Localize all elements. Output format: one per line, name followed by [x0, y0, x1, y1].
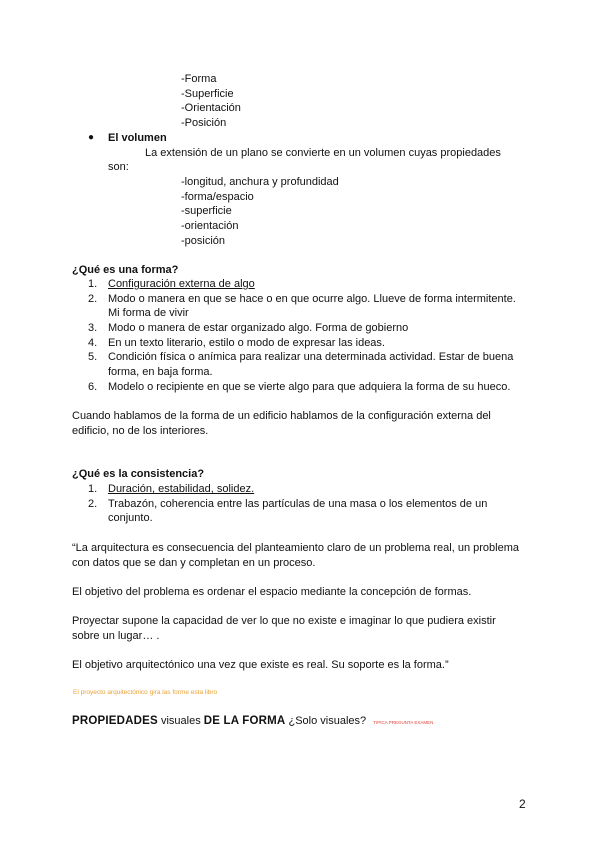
list-item: Trabazón, coherencia entre las partículas de una masa o los elementos de un	[108, 498, 488, 510]
forma-prop: -Orientación	[181, 102, 241, 114]
visuales-word: visuales	[157, 715, 204, 727]
list-number: 1.	[88, 483, 98, 495]
volumen-desc: La extensión de un plano se convierte en un volumen cuyas propiedades	[145, 147, 501, 159]
list-number: 1.	[88, 278, 98, 290]
quote-paragraph: sobre un lugar… .	[72, 630, 160, 642]
quote-paragraph: El objetivo del problema es ordenar el espacio mediante la concepción de formas.	[72, 586, 472, 598]
quote-paragraph: El objetivo arquitectónico una vez que existe es real. Su soporte es la forma.”	[72, 659, 449, 671]
list-item: En un texto literario, estilo o modo de expresar las ideas.	[108, 337, 385, 349]
exam-note: TIPICA PREGUNTA EXAMEN	[373, 720, 434, 725]
list-number: 6.	[88, 381, 98, 393]
volumen-prop: -forma/espacio	[181, 191, 254, 203]
properties-word: PROPIEDADES	[72, 715, 158, 727]
quote-paragraph: Proyectar supone la capacidad de ver lo que no existe e imaginar lo que pudiera existir	[72, 615, 496, 627]
forma-prop: -Superficie	[181, 88, 234, 100]
list-item-cont: forma, en baja forma.	[108, 366, 213, 378]
volumen-title: El volumen	[108, 132, 167, 144]
list-number: 3.	[88, 322, 98, 334]
solo-visuales-question: ¿Solo visuales?	[285, 715, 367, 727]
forma-prop: -Posición	[181, 117, 227, 129]
list-item: Condición física o anímica para realizar una determinada actividad. Estar de buena	[108, 351, 514, 363]
properties-heading	[72, 714, 433, 730]
list-item: Configuración externa de algo	[108, 278, 255, 290]
section-heading: ¿Qué es la consistencia?	[72, 468, 205, 480]
volumen-prop: -longitud, anchura y profundidad	[181, 176, 339, 188]
list-item: Modelo o recipiente en que se vierte algo para que adquiera la forma de su hueco.	[108, 381, 511, 393]
list-number: 4.	[88, 337, 98, 349]
volumen-prop: -posición	[181, 235, 226, 247]
section-heading: ¿Qué es una forma?	[72, 264, 179, 276]
paragraph: edificio, no de los interiores.	[72, 425, 209, 437]
list-number: 2.	[88, 498, 98, 510]
list-item: Modo o manera de estar organizado algo. Forma de gobierno	[108, 322, 409, 334]
de-la-forma-word: DE LA FORMA	[203, 715, 286, 727]
bullet-icon: ●	[88, 132, 95, 143]
annotation-note: El proyecto arquitectónico gira las forme esta libro	[73, 689, 218, 696]
list-item-cont: Mi forma de vivir	[108, 307, 189, 319]
volumen-prop: -orientación	[181, 220, 239, 232]
page-number: 2	[519, 797, 526, 811]
volumen-prop: -superficie	[181, 205, 232, 217]
list-number: 2.	[88, 293, 98, 305]
list-item: Modo o manera en que se hace o en que ocurre algo. Llueve de forma intermitente.	[108, 293, 516, 305]
list-item-cont: conjunto.	[108, 512, 153, 524]
forma-prop: -Forma	[181, 73, 217, 85]
quote-paragraph: con datos que se dan y completan en un proceso.	[72, 557, 316, 569]
paragraph: Cuando hablamos de la forma de un edificio hablamos de la configuración externa del	[72, 410, 491, 422]
list-item: Duración, estabilidad, solidez.	[108, 483, 255, 495]
quote-paragraph: “La arquitectura es consecuencia del planteamiento claro de un problema real, un problema	[72, 542, 519, 554]
volumen-desc: son:	[108, 161, 129, 173]
list-number: 5.	[88, 351, 98, 363]
